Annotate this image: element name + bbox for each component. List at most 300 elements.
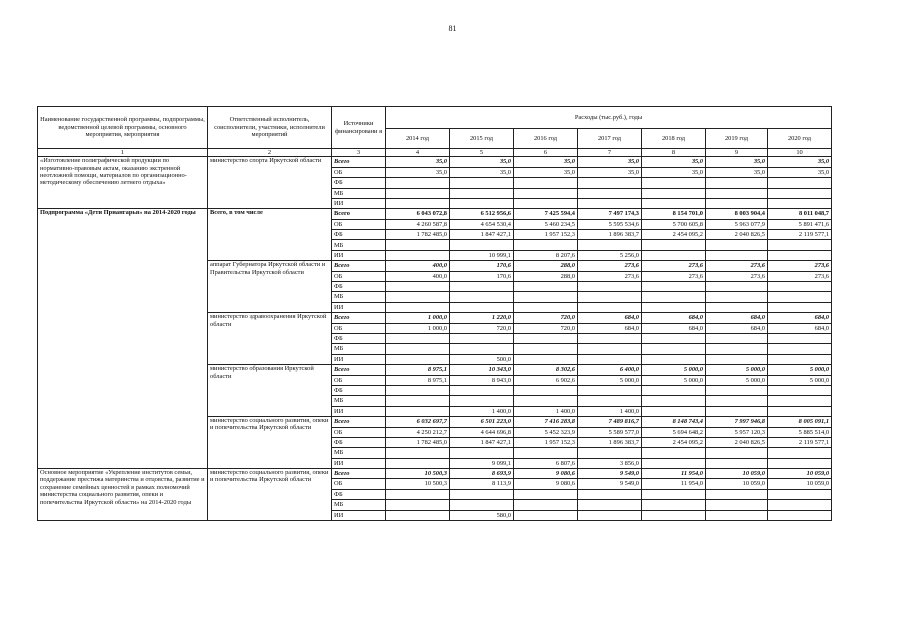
expense-value: 10 059,0 — [706, 469, 768, 479]
col-number: 9 — [706, 149, 768, 157]
expense-value: 2 454 095,2 — [642, 437, 706, 447]
funding-source: ОБ — [332, 167, 386, 177]
expense-value: 8 113,9 — [450, 479, 514, 489]
expense-value — [514, 354, 578, 364]
expense-value — [768, 354, 832, 364]
expense-value: 1 400,0 — [450, 406, 514, 416]
expense-value: 8 207,6 — [514, 250, 578, 260]
expense-value: 10 059,0 — [706, 479, 768, 489]
expense-value: 35,0 — [514, 157, 578, 167]
table-body — [38, 107, 832, 521]
expense-value: 684,0 — [642, 313, 706, 323]
col-number: 4 — [386, 149, 450, 157]
expense-value — [642, 406, 706, 416]
expense-value: 684,0 — [768, 323, 832, 333]
header-responsible: Ответственный исполнитель, соисполнители, участники, исполнители мероприятий — [208, 107, 332, 149]
expense-value: 273,6 — [578, 261, 642, 271]
expense-value: 273,6 — [642, 271, 706, 281]
expense-value: 4 250 212,7 — [386, 427, 450, 437]
expense-value: 1 896 383,7 — [578, 437, 642, 447]
expense-value: 8 975,1 — [386, 365, 450, 375]
expense-value — [514, 385, 578, 395]
expense-value — [386, 178, 450, 188]
expense-value — [578, 282, 642, 292]
expense-value: 5 000,0 — [642, 365, 706, 375]
expense-value: 1 782 485,0 — [386, 437, 450, 447]
expense-value — [706, 396, 768, 406]
expense-value — [386, 489, 450, 499]
expense-value — [386, 510, 450, 520]
expense-value — [450, 500, 514, 510]
expense-value — [768, 178, 832, 188]
expense-value: 5 957 120,3 — [706, 427, 768, 437]
expense-value — [642, 282, 706, 292]
expense-value — [706, 385, 768, 395]
funding-source: Всего — [332, 313, 386, 323]
expense-value: 273,6 — [768, 271, 832, 281]
expense-value — [642, 302, 706, 312]
expense-value — [450, 385, 514, 395]
expense-value — [768, 396, 832, 406]
expense-value: 11 954,0 — [642, 469, 706, 479]
expense-value — [386, 302, 450, 312]
expense-value — [578, 510, 642, 520]
expense-value — [386, 385, 450, 395]
table-row — [38, 157, 832, 167]
expense-value — [386, 458, 450, 468]
expense-value: 35,0 — [386, 167, 450, 177]
expense-value — [642, 458, 706, 468]
expense-value: 684,0 — [706, 323, 768, 333]
expense-value — [514, 489, 578, 499]
section-name: Подпрограмма «Дети Приангарья» на 2014-2020 годы — [38, 209, 208, 469]
expense-value — [514, 302, 578, 312]
section-name: Основное мероприятие «Укрепление институтов семьи, поддержание престижа материнства и отцовства, развитие и сохранение семейных ценностей в рамках полномочий министерства социального развития, опеки и попечительства Иркутской области» на 2014-2020 годы — [38, 469, 208, 521]
funding-source: ОБ — [332, 375, 386, 385]
funding-source: МБ — [332, 292, 386, 302]
expenses-table — [37, 106, 832, 521]
expense-value: 1 400,0 — [578, 406, 642, 416]
expense-value: 720,0 — [514, 313, 578, 323]
expense-value — [386, 282, 450, 292]
expense-value: 7 425 594,4 — [514, 209, 578, 219]
expense-value — [450, 198, 514, 208]
expense-value: 10 343,0 — [450, 365, 514, 375]
col-number: 1 — [38, 149, 208, 157]
expense-value — [386, 334, 450, 344]
expense-value — [706, 334, 768, 344]
expense-value — [642, 188, 706, 198]
expense-value — [642, 510, 706, 520]
expense-value: 2 119 577,1 — [768, 230, 832, 240]
expense-value — [768, 334, 832, 344]
col-number: 3 — [332, 149, 386, 157]
funding-source: МБ — [332, 448, 386, 458]
expense-value: 288,0 — [514, 261, 578, 271]
expense-value: 5 460 234,5 — [514, 219, 578, 229]
expense-value — [706, 250, 768, 260]
expense-value — [706, 188, 768, 198]
expense-value: 170,6 — [450, 271, 514, 281]
expense-value: 10 500,3 — [386, 469, 450, 479]
expense-value — [386, 198, 450, 208]
expense-value — [642, 344, 706, 354]
expense-value — [768, 489, 832, 499]
expense-value: 35,0 — [706, 157, 768, 167]
expense-value: 6 032 697,7 — [386, 417, 450, 427]
expense-value — [706, 344, 768, 354]
header-name: Наименование государственной программы, подпрограммы, ведомственной целевой программы, основного мероприятия, мероприятия — [38, 107, 208, 149]
funding-source: МБ — [332, 396, 386, 406]
expense-value — [578, 334, 642, 344]
header-year: 2019 год — [706, 129, 768, 149]
expense-value — [386, 406, 450, 416]
expense-value: 5 595 534,6 — [578, 219, 642, 229]
expense-value: 273,6 — [578, 271, 642, 281]
expense-value — [578, 178, 642, 188]
expense-value — [706, 458, 768, 468]
expense-value — [514, 282, 578, 292]
expense-value — [514, 188, 578, 198]
expense-value: 5 885 514,0 — [768, 427, 832, 437]
funding-source: МБ — [332, 344, 386, 354]
expense-value: 35,0 — [386, 157, 450, 167]
expense-value — [642, 198, 706, 208]
expense-value — [768, 292, 832, 302]
expense-value — [514, 510, 578, 520]
expense-value: 5 000,0 — [578, 375, 642, 385]
expense-value: 2 040 826,5 — [706, 230, 768, 240]
expense-value: 8 943,0 — [450, 375, 514, 385]
expense-value: 10 500,3 — [386, 479, 450, 489]
expense-value — [768, 458, 832, 468]
expense-value: 8 011 048,7 — [768, 209, 832, 219]
expense-value — [706, 500, 768, 510]
expense-value: 2 454 095,2 — [642, 230, 706, 240]
expense-value: 5 000,0 — [706, 365, 768, 375]
expense-value — [706, 510, 768, 520]
expense-value — [578, 448, 642, 458]
funding-source: ИИ — [332, 198, 386, 208]
responsible-executor: министерство спорта Иркутской области — [208, 157, 332, 209]
funding-source: ФБ — [332, 385, 386, 395]
expense-value — [578, 240, 642, 250]
expense-value: 720,0 — [514, 323, 578, 333]
expense-value: 9 549,0 — [578, 479, 642, 489]
funding-source: ФБ — [332, 282, 386, 292]
expense-value — [642, 250, 706, 260]
responsible-executor: аппарат Губернатора Иркутской области и Правительства Иркутской области — [208, 261, 332, 313]
expense-value: 6 512 956,6 — [450, 209, 514, 219]
funding-source: ИИ — [332, 250, 386, 260]
expense-value: 6 501 223,0 — [450, 417, 514, 427]
expense-value: 288,0 — [514, 271, 578, 281]
expense-value: 8 003 904,4 — [706, 209, 768, 219]
expense-value — [768, 344, 832, 354]
expense-value: 1 000,0 — [386, 323, 450, 333]
expense-value: 6 807,6 — [514, 458, 578, 468]
expense-value — [514, 334, 578, 344]
expense-value — [768, 282, 832, 292]
expense-value: 5 256,0 — [578, 250, 642, 260]
expense-value: 9 099,1 — [450, 458, 514, 468]
expense-value — [578, 396, 642, 406]
expense-value — [706, 448, 768, 458]
header-year: 2017 год — [578, 129, 642, 149]
expense-value: 1 847 427,1 — [450, 230, 514, 240]
expense-value: 273,6 — [642, 261, 706, 271]
expense-value — [514, 198, 578, 208]
expense-value — [450, 292, 514, 302]
funding-source: ФБ — [332, 489, 386, 499]
header-expenses: Расходы (тыс.руб.), годы — [386, 107, 832, 129]
expense-value: 7 489 816,7 — [578, 417, 642, 427]
expense-value: 2 119 577,1 — [768, 437, 832, 447]
expense-value: 5 589 577,0 — [578, 427, 642, 437]
expense-value: 5 891 471,6 — [768, 219, 832, 229]
header-source: Источники финансировани я — [332, 107, 386, 149]
expense-value — [706, 240, 768, 250]
expense-value — [386, 344, 450, 354]
expense-value: 5 000,0 — [768, 365, 832, 375]
expense-value: 8 975,1 — [386, 375, 450, 385]
expense-value: 1 400,0 — [514, 406, 578, 416]
header-row-1 — [38, 107, 832, 129]
funding-source: ОБ — [332, 427, 386, 437]
expense-value — [706, 406, 768, 416]
expense-value: 170,6 — [450, 261, 514, 271]
expense-value — [768, 240, 832, 250]
expense-value — [642, 489, 706, 499]
expense-value: 273,6 — [706, 271, 768, 281]
expense-value — [706, 292, 768, 302]
expense-value: 684,0 — [578, 313, 642, 323]
expense-value — [578, 500, 642, 510]
responsible-executor: министерство социального развития, опеки и попечительства Иркутской области — [208, 469, 332, 521]
funding-source: ИИ — [332, 406, 386, 416]
expense-value — [450, 282, 514, 292]
page-number: 81 — [448, 24, 457, 33]
expense-value — [514, 396, 578, 406]
expense-value — [578, 489, 642, 499]
expense-value: 1 782 485,0 — [386, 230, 450, 240]
expense-value: 8 693,9 — [450, 469, 514, 479]
expense-value — [578, 385, 642, 395]
expense-value — [386, 396, 450, 406]
expense-value: 4 644 696,8 — [450, 427, 514, 437]
expense-value: 9 080,6 — [514, 479, 578, 489]
expense-value — [642, 292, 706, 302]
expense-value — [450, 178, 514, 188]
expense-value — [642, 448, 706, 458]
expense-value: 684,0 — [578, 323, 642, 333]
expense-value — [706, 354, 768, 364]
funding-source: ФБ — [332, 178, 386, 188]
expense-value — [450, 448, 514, 458]
expense-value: 11 954,0 — [642, 479, 706, 489]
funding-source: МБ — [332, 188, 386, 198]
expense-value — [386, 240, 450, 250]
expense-value: 273,6 — [706, 261, 768, 271]
expense-value — [386, 292, 450, 302]
expense-value — [386, 354, 450, 364]
expense-value — [514, 344, 578, 354]
funding-source: ИИ — [332, 302, 386, 312]
expense-value — [578, 198, 642, 208]
expense-value: 684,0 — [706, 313, 768, 323]
expense-value — [514, 448, 578, 458]
expense-value — [450, 302, 514, 312]
funding-source: ФБ — [332, 230, 386, 240]
expense-value: 7 997 946,8 — [706, 417, 768, 427]
expense-value — [450, 334, 514, 344]
expense-value — [768, 250, 832, 260]
expense-value — [514, 292, 578, 302]
expense-value: 9 549,0 — [578, 469, 642, 479]
col-number: 6 — [514, 149, 578, 157]
expense-value: 35,0 — [578, 167, 642, 177]
responsible-executor: министерство здравоохранения Иркутской области — [208, 313, 332, 365]
col-number: 7 — [578, 149, 642, 157]
expense-value — [578, 292, 642, 302]
col-number: 5 — [450, 149, 514, 157]
funding-source: Всего — [332, 365, 386, 375]
header-year: 2020 год — [768, 129, 832, 149]
funding-source: ИИ — [332, 354, 386, 364]
expense-value: 8 154 701,0 — [642, 209, 706, 219]
expense-value: 6 902,6 — [514, 375, 578, 385]
table-row — [38, 209, 832, 219]
expense-value — [450, 489, 514, 499]
expense-value — [514, 500, 578, 510]
expense-value: 5 963 077,9 — [706, 219, 768, 229]
expense-value — [450, 396, 514, 406]
expense-value — [578, 302, 642, 312]
expense-value: 400,0 — [386, 261, 450, 271]
expense-value: 3 856,0 — [578, 458, 642, 468]
funding-source: Всего — [332, 469, 386, 479]
expense-value — [768, 198, 832, 208]
funding-source: ОБ — [332, 323, 386, 333]
expense-value — [768, 500, 832, 510]
expense-value — [642, 396, 706, 406]
expense-value: 10 059,0 — [768, 469, 832, 479]
expense-value — [578, 188, 642, 198]
expense-value: 35,0 — [578, 157, 642, 167]
expense-value: 7 416 283,8 — [514, 417, 578, 427]
expense-value — [386, 500, 450, 510]
expense-value: 35,0 — [642, 157, 706, 167]
expense-value: 720,0 — [450, 323, 514, 333]
expense-value: 35,0 — [514, 167, 578, 177]
expense-value: 400,0 — [386, 271, 450, 281]
expense-value — [514, 240, 578, 250]
col-number: 8 — [642, 149, 706, 157]
expense-value: 9 080,6 — [514, 469, 578, 479]
expense-value: 500,0 — [450, 354, 514, 364]
expense-value — [450, 188, 514, 198]
responsible-executor: министерство образования Иркутской области — [208, 365, 332, 417]
expense-value: 1 896 383,7 — [578, 230, 642, 240]
expense-value: 5 000,0 — [706, 375, 768, 385]
expense-value: 4 654 530,4 — [450, 219, 514, 229]
expense-value: 35,0 — [768, 167, 832, 177]
expense-value — [642, 240, 706, 250]
expense-value: 5 000,0 — [642, 375, 706, 385]
expense-value: 10 059,0 — [768, 479, 832, 489]
expense-value — [706, 178, 768, 188]
funding-source: Всего — [332, 261, 386, 271]
expense-value: 7 497 174,3 — [578, 209, 642, 219]
expense-value: 684,0 — [768, 313, 832, 323]
expense-value — [706, 282, 768, 292]
expense-value — [768, 406, 832, 416]
responsible-executor: министерство социального развития, опеки и попечительства Иркутской области — [208, 417, 332, 469]
responsible-executor: Всего, в том числе — [208, 209, 332, 261]
expense-value — [706, 302, 768, 312]
funding-source: ФБ — [332, 334, 386, 344]
expense-value: 35,0 — [768, 157, 832, 167]
expense-value: 5 694 648,2 — [642, 427, 706, 437]
expense-value — [768, 385, 832, 395]
expense-value — [706, 198, 768, 208]
expense-value — [450, 240, 514, 250]
expense-value: 2 040 826,5 — [706, 437, 768, 447]
expense-value — [768, 302, 832, 312]
expense-value: 684,0 — [642, 323, 706, 333]
expense-value — [514, 178, 578, 188]
expense-value: 1 957 152,3 — [514, 230, 578, 240]
header-row-numbers — [38, 149, 832, 157]
header-year: 2016 год — [514, 129, 578, 149]
expense-value: 4 260 587,8 — [386, 219, 450, 229]
header-year: 2018 год — [642, 129, 706, 149]
section-name: «Изготовление полиграфической продукции по нормативно-правовым актам, оказанию экстренной неотложной помощи, материалов по организационно-методическому обеспечению летнего отдыха» — [38, 157, 208, 209]
expense-value — [642, 500, 706, 510]
expense-value: 5 700 605,8 — [642, 219, 706, 229]
expense-value: 35,0 — [642, 167, 706, 177]
expense-value — [386, 188, 450, 198]
expense-value: 1 220,0 — [450, 313, 514, 323]
expense-value — [768, 188, 832, 198]
expense-value: 8 005 091,1 — [768, 417, 832, 427]
header-year: 2015 год — [450, 129, 514, 149]
expense-value — [706, 489, 768, 499]
expense-value: 273,6 — [768, 261, 832, 271]
expense-value: 6 400,0 — [578, 365, 642, 375]
funding-source: ОБ — [332, 271, 386, 281]
expense-value: 1 847 427,1 — [450, 437, 514, 447]
expense-value: 6 043 072,8 — [386, 209, 450, 219]
expense-value — [768, 510, 832, 520]
expense-value — [578, 344, 642, 354]
funding-source: Всего — [332, 417, 386, 427]
table-row — [38, 469, 832, 479]
expense-value — [450, 344, 514, 354]
funding-source: МБ — [332, 500, 386, 510]
expense-value: 10 999,1 — [450, 250, 514, 260]
expense-value: 35,0 — [450, 157, 514, 167]
expense-value — [642, 385, 706, 395]
expense-value — [768, 448, 832, 458]
funding-source: ИИ — [332, 510, 386, 520]
expense-value — [642, 334, 706, 344]
expense-value — [386, 448, 450, 458]
expense-value: 1 000,0 — [386, 313, 450, 323]
funding-source: ФБ — [332, 437, 386, 447]
expense-value: 8 302,6 — [514, 365, 578, 375]
expense-value — [642, 178, 706, 188]
